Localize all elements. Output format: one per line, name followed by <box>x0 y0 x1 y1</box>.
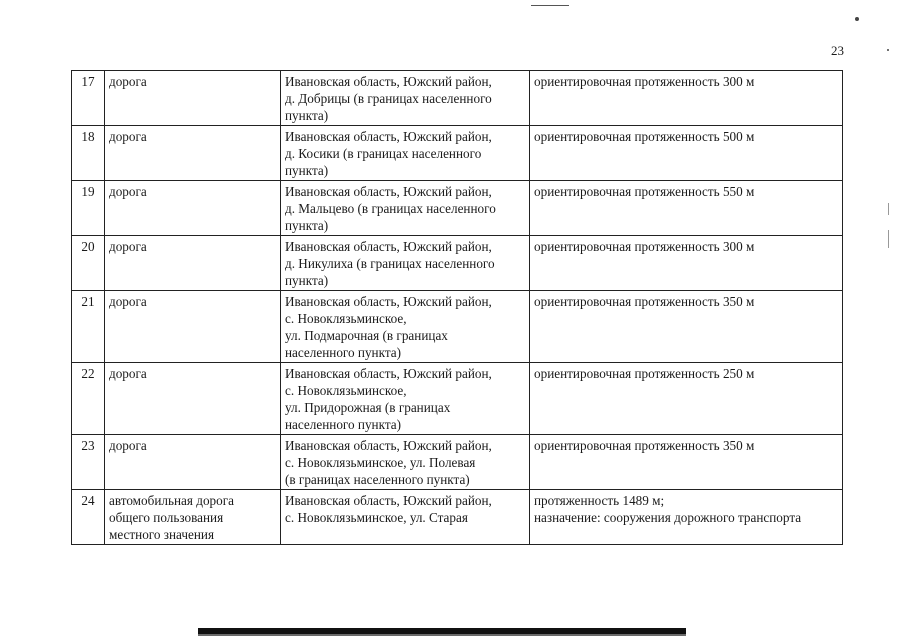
table-row <box>72 126 843 181</box>
object-address: Ивановская область, Южский район, д. Добрицы (в границах населенного пункта) <box>281 71 530 126</box>
row-number: 19 <box>72 181 105 236</box>
table-row <box>72 291 843 363</box>
object-type: дорога <box>105 71 281 126</box>
object-type: дорога <box>105 291 281 363</box>
table-row <box>72 490 843 545</box>
object-address: Ивановская область, Южский район, д. Никулиха (в границах населенного пункта) <box>281 236 530 291</box>
object-description: ориентировочная протяженность 500 м <box>530 126 843 181</box>
object-description: ориентировочная протяженность 250 м <box>530 363 843 435</box>
object-description: ориентировочная протяженность 550 м <box>530 181 843 236</box>
object-address: Ивановская область, Южский район, с. Новоклязьминское, ул. Подмарочная (в границах населенного пункта) <box>281 291 530 363</box>
object-address: Ивановская область, Южский район, с. Новоклязьминское, ул. Старая <box>281 490 530 545</box>
page-number: 23 <box>831 43 844 58</box>
scan-edge-bar-shadow <box>198 634 686 636</box>
table-row <box>72 435 843 490</box>
table-row <box>72 71 843 126</box>
row-number: 17 <box>72 71 105 126</box>
row-number: 23 <box>72 435 105 490</box>
table-row <box>72 363 843 435</box>
scan-mark-top <box>531 5 569 6</box>
scan-speck <box>888 203 889 215</box>
object-description: ориентировочная протяженность 350 м <box>530 291 843 363</box>
scan-speck <box>855 17 859 21</box>
object-address: Ивановская область, Южский район, д. Косики (в границах населенного пункта) <box>281 126 530 181</box>
object-description: ориентировочная протяженность 300 м <box>530 236 843 291</box>
object-description: ориентировочная протяженность 350 м <box>530 435 843 490</box>
table-row <box>72 181 843 236</box>
object-type: дорога <box>105 236 281 291</box>
object-address: Ивановская область, Южский район, д. Мальцево (в границах населенного пункта) <box>281 181 530 236</box>
object-type: дорога <box>105 435 281 490</box>
object-address: Ивановская область, Южский район, с. Новоклязьминское, ул. Придорожная (в границах населенного пункта) <box>281 363 530 435</box>
object-description: ориентировочная протяженность 300 м <box>530 71 843 126</box>
object-type: дорога <box>105 363 281 435</box>
object-description: протяженность 1489 м; назначение: сооружения дорожного транспорта <box>530 490 843 545</box>
object-type: автомобильная дорога общего пользования местного значения <box>105 490 281 545</box>
row-number: 20 <box>72 236 105 291</box>
row-number: 22 <box>72 363 105 435</box>
roads-registry-table <box>71 70 843 545</box>
object-type: дорога <box>105 126 281 181</box>
object-type: дорога <box>105 181 281 236</box>
object-address: Ивановская область, Южский район, с. Новоклязьминское, ул. Полевая (в границах населенного пункта) <box>281 435 530 490</box>
row-number: 21 <box>72 291 105 363</box>
row-number: 24 <box>72 490 105 545</box>
scan-speck <box>887 49 889 51</box>
scan-speck <box>888 230 889 248</box>
row-number: 18 <box>72 126 105 181</box>
table-row <box>72 236 843 291</box>
